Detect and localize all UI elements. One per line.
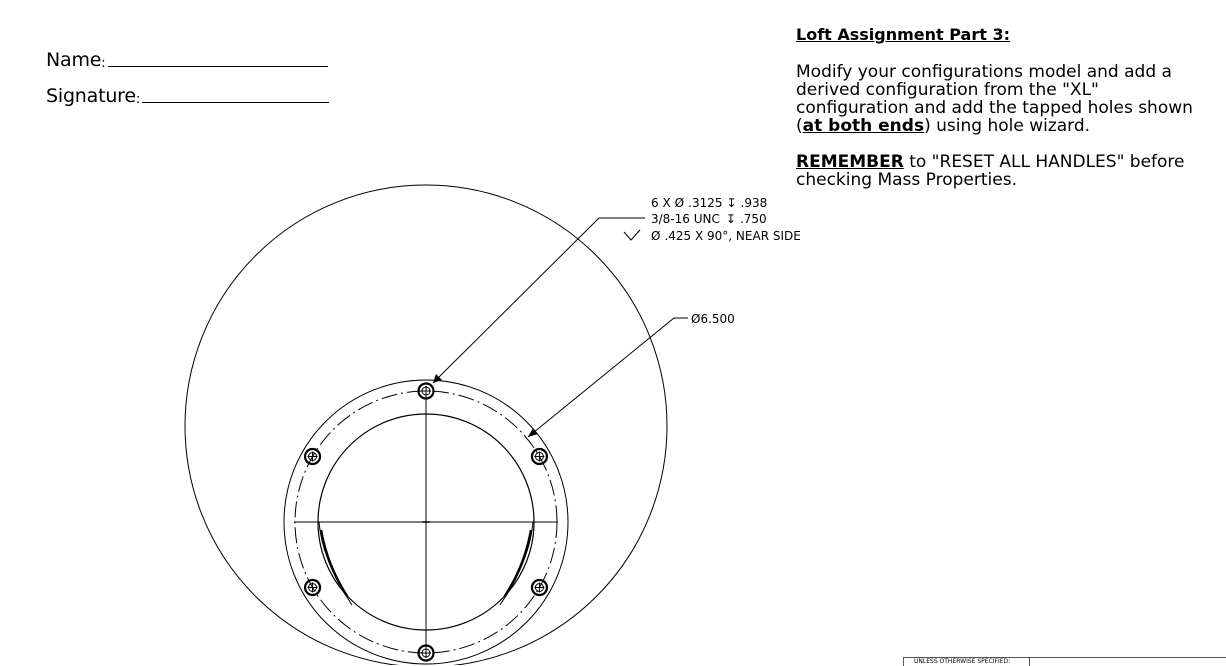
- depth-symbol-2: ↧: [725, 212, 736, 226]
- bolt-hole: [532, 580, 547, 595]
- instruction-text-2: to "RESET ALL HANDLES" before checking Mass Properties.: [796, 152, 1185, 190]
- countersink-symbol: [624, 230, 640, 240]
- callout-line-1: 6 X Ø .3125 ↧ .938: [651, 196, 768, 210]
- hole-callout-leader: [433, 218, 645, 383]
- diameter-symbol-3: Ø: [651, 229, 661, 243]
- name-colon: :: [101, 56, 106, 71]
- signature-colon: :: [135, 92, 141, 107]
- bolt-circle-dim-leader: [528, 318, 688, 437]
- bolt-hole: [305, 449, 320, 464]
- instruction-text-1b: ) using hole wizard.: [924, 116, 1091, 136]
- name-label: Name: [46, 49, 102, 71]
- callout-line-3: Ø .425 X 90°, NEAR SIDE: [651, 229, 801, 243]
- title-block-note: UNLESS OTHERWISE SPECIFIED:: [914, 658, 1011, 665]
- inner-edge-right-thick: [505, 530, 531, 596]
- diameter-symbol-bc: Ø: [691, 312, 701, 326]
- inner-edge-left: [319, 522, 352, 605]
- instruction-emphasis-remember: REMEMBER: [796, 152, 904, 172]
- instruction-text-1a: Modify your configurations model and add a derived configuration from the "XL" configuration and add the tapped holes shown (: [796, 62, 1193, 136]
- diameter-symbol-1: Ø: [674, 196, 685, 210]
- instruction-emphasis-ends: at both ends: [802, 116, 925, 136]
- bolt-circle-dimension: Ø6.500: [691, 312, 735, 326]
- signature-label: Signature: [46, 85, 136, 107]
- bolt-circle-dim-arrowhead: [528, 428, 538, 437]
- callout-line-2: 3/8-16 UNC ↧ .750: [651, 212, 767, 226]
- inner-edge-right: [500, 522, 533, 605]
- inner-edge-left-thick: [321, 530, 347, 596]
- assignment-title: Loft Assignment Part 3:: [796, 25, 1010, 44]
- bolt-hole: [305, 580, 320, 595]
- bolt-hole: [532, 449, 547, 464]
- depth-symbol-1: ↧: [726, 196, 737, 210]
